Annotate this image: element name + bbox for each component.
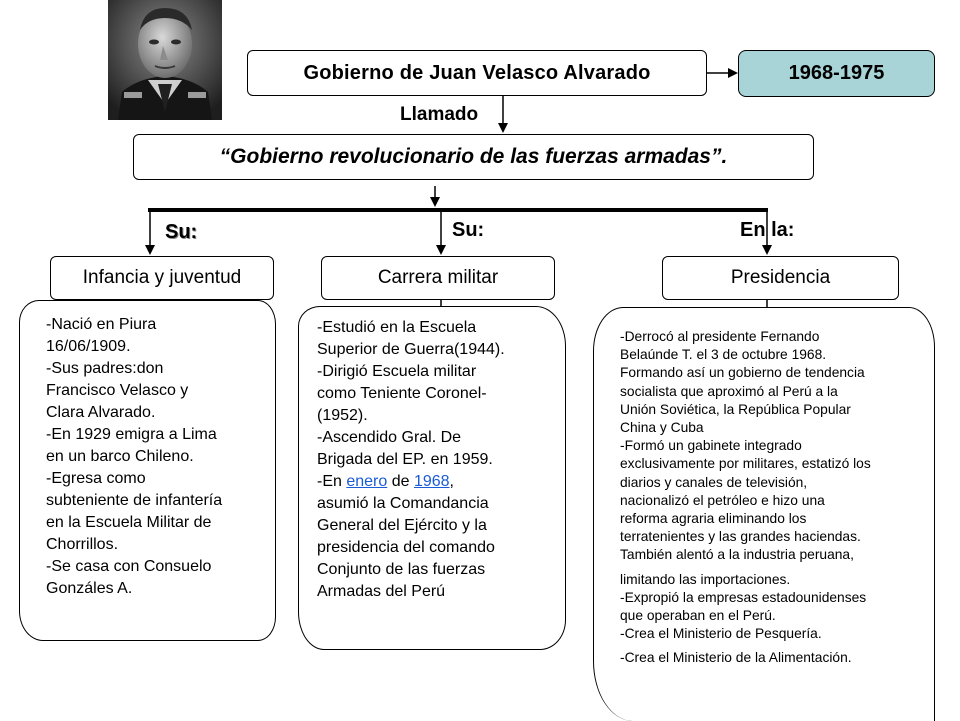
link-enero[interactable]: enero [346,473,388,490]
category-presidencia [662,256,899,300]
presidencia-line: diarios y canales de televisión, [620,474,808,490]
presidencia-line: China y Cuba [620,420,704,436]
carrera-line: -Ascendido Gral. De [317,429,462,446]
presidencia-line: socialista que aproximó al Perú a la [620,383,838,399]
link-1968[interactable]: 1968 [413,473,450,490]
presidencia-line: nacionalizó el petróleo e hizo una [620,492,825,508]
infancia-line: en un barco Chileno. [46,448,194,465]
infancia-line: en la Escuela Militar de [46,514,212,531]
carrera-link-prefix: -En [317,473,347,490]
infancia-line: 16/06/1909. [46,338,131,355]
infancia-text [46,314,266,600]
presidencia-text [620,328,920,668]
carrera-line: Conjunto de las fuerzas [317,561,486,578]
category-infancia-label: Infancia y juventud [82,267,242,288]
subtitle-text: “Gobierno revolucionario de las fuerzas armadas”. [219,145,728,168]
carrera-line: Brigada del EP. en 1959. [317,451,493,468]
carrera-link-suffix: , [449,473,454,490]
page-title: Gobierno de Juan Velasco Alvarado [303,61,651,84]
branch-label-right: En la: [740,219,795,241]
carrera-line: -Dirigió Escuela militar [317,363,477,380]
presidencia-line: -Crea el Ministerio de la Alimentación. [620,650,852,666]
infancia-line: subteniente de infantería [46,492,223,509]
infancia-line: Chorrillos. [46,536,119,553]
presidencia-line: Formando así un gobierno de tendencia [620,365,865,381]
presidencia-line: exclusivamente por militares, estatizó los [620,456,871,472]
infancia-line: -Nació en Piura [46,316,157,333]
presidencia-line: -Expropió la empresas estadounidenses [620,589,867,605]
infancia-line: Clara Alvarado. [46,404,156,421]
category-infancia [50,256,274,300]
category-presidencia-label: Presidencia [730,267,831,288]
carrera-text [317,317,553,603]
carrera-line: como Teniente Coronel- [317,385,487,402]
category-carrera-label: Carrera militar [377,267,499,288]
infancia-line: -Sus padres:don [46,360,164,377]
presidencia-line: limitando las importaciones. [620,571,791,587]
carrera-line: Armadas del Perú [317,583,446,600]
carrera-line: Superior de Guerra(1944). [317,341,505,358]
carrera-line: General del Ejército y la [317,517,487,534]
carrera-line: -Estudió en la Escuela [317,319,477,336]
connector-label: Llamado [400,104,479,125]
presidencia-line: -Formó un gabinete integrado [620,438,802,454]
category-carrera [321,256,555,300]
presidencia-line: -Crea el Ministerio de Pesquería. [620,626,822,642]
presidencia-line: terratenientes y las grandes haciendas. [620,529,861,545]
carrera-link-middle: de [387,473,414,490]
carrera-link-line [317,471,553,493]
presidencia-line: Belaúnde T. el 3 de octubre 1968. [620,347,827,363]
presidencia-line: reforma agraria eliminando los [620,511,807,527]
presidencia-line: También alentó a la industria peruana, [620,547,854,563]
infancia-line: Gonzáles A. [46,580,133,597]
carrera-line: (1952). [317,407,368,424]
branch-label-left: Su: [165,221,198,243]
infancia-line: -Se casa con Consuelo [46,558,212,575]
years-label: 1968-1975 [788,62,885,84]
carrera-line: asumió la Comandancia [317,495,489,512]
presidencia-line: -Derrocó al presidente Fernando [620,329,820,344]
infancia-line: -En 1929 emigra a Lima [46,426,217,443]
presidencia-line: Unión Soviética, la República Popular [620,401,851,417]
branch-label-middle: Su: [452,219,485,241]
carrera-line: presidencia del comando [317,539,495,556]
infancia-line: Francisco Velasco y [46,382,189,399]
infancia-line: -Egresa como [46,470,146,487]
presidencia-line: que operaban en el Perú. [620,608,776,624]
